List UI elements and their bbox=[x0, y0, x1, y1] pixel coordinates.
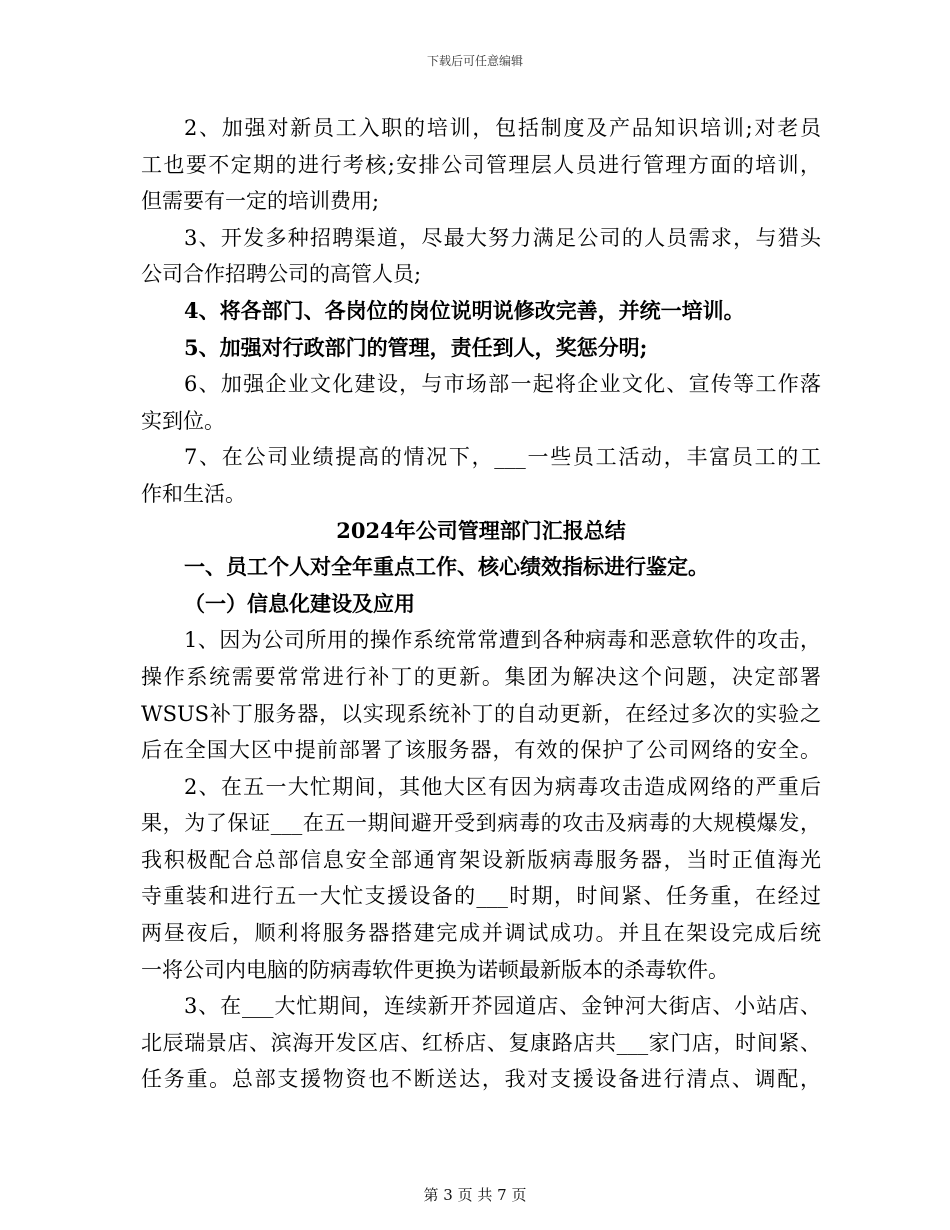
subsection-heading: （一）信息化建设及应用 bbox=[184, 590, 415, 616]
paragraph-line: 公司合作招聘公司的高管人员; bbox=[141, 262, 422, 287]
paragraph-line: 7、在公司业绩提高的情况下，___一些员工活动，丰富员工的工 bbox=[184, 445, 821, 470]
paragraph-line: 2、加强对新员工入职的培训，包括制度及产品知识培训;对老员 bbox=[184, 116, 821, 140]
paragraph-line: 但需要有一定的培训费用; bbox=[141, 189, 380, 214]
page-header: 下载后可任意编辑 bbox=[426, 54, 523, 68]
paragraph-line: 果，为了保证___在五一期间避开受到病毒的攻击及病毒的大规模爆发， bbox=[141, 811, 821, 836]
paragraph-line: 3、开发多种招聘渠道，尽最大努力满足公司的人员需求，与猎头 bbox=[184, 225, 821, 250]
paragraph-line: 操作系统需要常常进行补丁的更新。集团为解决这个问题，决定部署 bbox=[141, 664, 821, 689]
bold-paragraph-line: 4、将各部门、各岗位的岗位说明说修改完善，并统一培训。 bbox=[184, 297, 745, 323]
paragraph-line: 寺重装和进行五一大忙支援设备的___时期，时间紧、任务重，在经过 bbox=[141, 884, 821, 909]
paragraph-line: 实到位。 bbox=[141, 408, 225, 433]
paragraph-line: 工也要不定期的进行考核;安排公司管理层人员进行管理方面的培训， bbox=[141, 152, 821, 177]
paragraph-line: WSUS补丁服务器，以实现系统补丁的自动更新，在经过多次的实验之 bbox=[141, 701, 821, 726]
paragraph-line: 后在全国大区中提前部署了该服务器，有效的保护了公司网络的安全。 bbox=[141, 738, 821, 763]
bold-paragraph-line: 5、加强对行政部门的管理，责任到人，奖惩分明; bbox=[184, 334, 648, 360]
section-heading: 一、员工个人对全年重点工作、核心绩效指标进行鉴定。 bbox=[184, 554, 709, 580]
paragraph-line: 2、在五一大忙期间，其他大区有因为病毒攻击造成网络的严重后 bbox=[184, 774, 821, 799]
section-title: 2024年公司管理部门汇报总结 bbox=[336, 517, 626, 543]
paragraph-line: 一将公司内电脑的防病毒软件更换为诺顿最新版本的杀毒软件。 bbox=[141, 957, 729, 982]
paragraph-line: 3、在___大忙期间，连续新开芥园道店、金钟河大街店、小站店、 bbox=[184, 994, 821, 1019]
paragraph-line: 6、加强企业文化建设，与市场部一起将企业文化、宣传等工作落 bbox=[184, 372, 821, 397]
paragraph-line: 我积极配合总部信息安全部通宵架设新版病毒服务器，当时正值海光 bbox=[141, 847, 821, 872]
paragraph-line: 任务重。总部支援物资也不断送达，我对支援设备进行清点、调配， bbox=[141, 1067, 821, 1092]
page-footer: 第 3 页 共 7 页 bbox=[423, 1186, 527, 1204]
paragraph-line: 两昼夜后，顺利将服务器搭建完成并调试成功。并且在架设完成后统 bbox=[141, 921, 821, 946]
paragraph-line: 北辰瑞景店、滨海开发区店、红桥店、复康路店共___家门店，时间紧、 bbox=[141, 1030, 821, 1055]
paragraph-line: 1、因为公司所用的操作系统常常遭到各种病毒和恶意软件的攻击， bbox=[184, 628, 821, 653]
paragraph-line: 作和生活。 bbox=[141, 481, 246, 506]
document-body bbox=[141, 110, 821, 1098]
